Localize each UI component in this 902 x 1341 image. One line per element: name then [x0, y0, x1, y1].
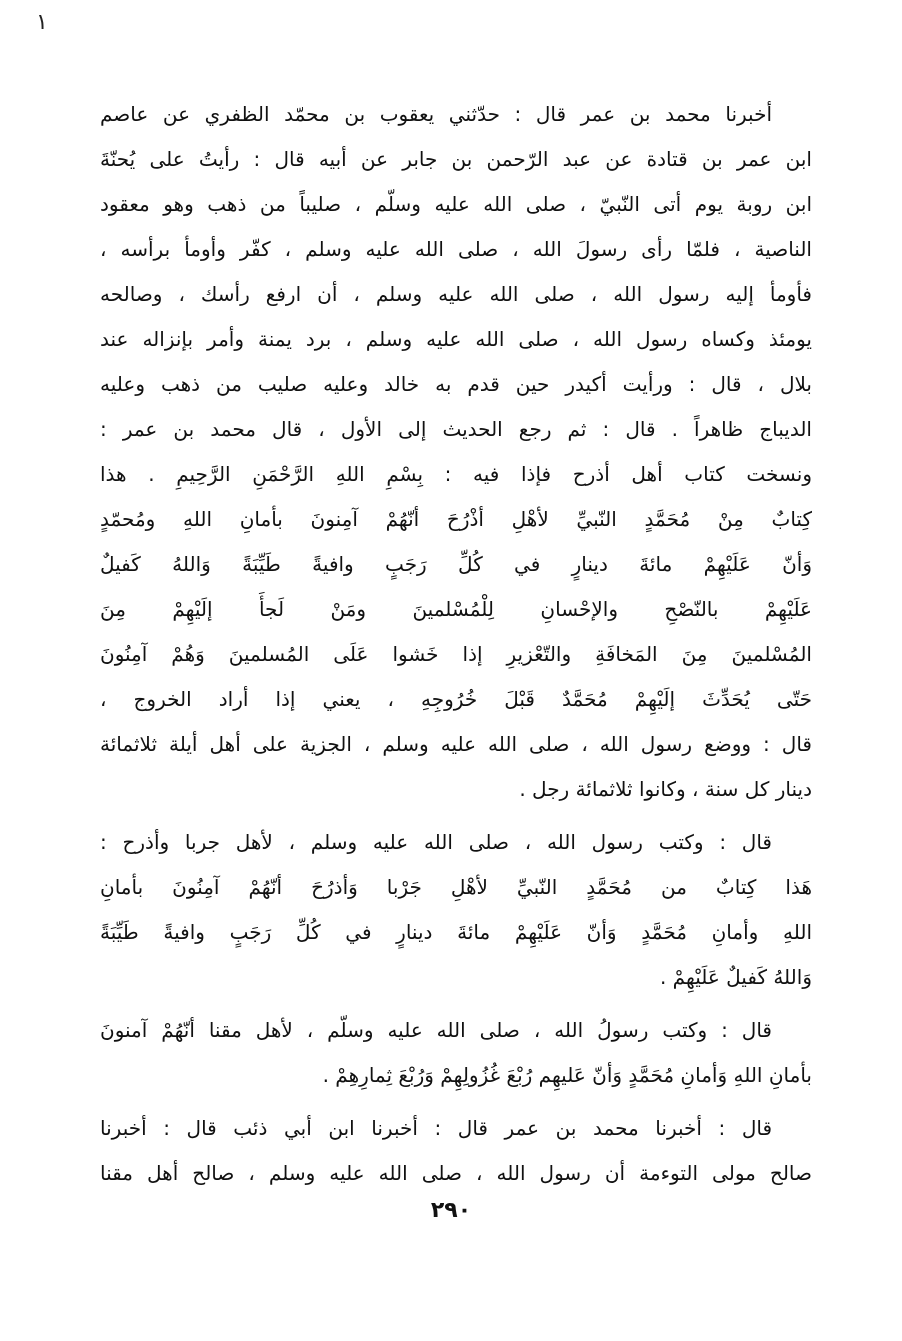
- text-line: ابن روبة يوم أتى النّبيّ ، صلى الله عليه وسلّم ، صليباً من ذهب وهو معقود: [100, 192, 812, 216]
- text-line: عَلَيْهِمْ بالنّصْحِ والإحْسانِ لِلْمُسْلمينَ ومَنْ لَجأَ إلَيْهِمْ مِنَ: [100, 597, 812, 621]
- text-line: هَذا كِتابٌ من مُحَمَّدٍ النّبيِّ لأهْلِ جَرْبا وَأذرُحَ أنّهُمْ آمِنُونَ بأمانِ: [100, 875, 812, 899]
- text-line: فأومأ إليه رسول الله ، صلى الله عليه وسلم ، أن ارفع رأسك ، وصالحه: [100, 282, 812, 306]
- text-line: الناصية ، فلمّا رأى رسولَ الله ، صلى الله عليه وسلم ، كفّر وأومأ برأسه ،: [100, 237, 812, 261]
- text-line: يومئذ وكساه رسول الله ، صلى الله عليه وسلم ، برد يمنة وأمر بإنزاله عند: [100, 327, 812, 351]
- text-line: دينار كل سنة ، وكانوا ثلاثمائة رجل .: [519, 777, 812, 801]
- paragraph-2: [100, 820, 812, 1000]
- text-line: الديباج ظاهراً . قال : ثم رجع الحديث إلى الأول ، قال محمد بن عمر :: [100, 417, 812, 441]
- text-line: حَتّى يُحَدِّثَ إلَيْهِمْ مُحَمَّدٌ قَبْلَ خُرُوجِهِ ، يعني إذا أراد الخروج ،: [100, 687, 812, 711]
- text-line: قال : وكتب رسولُ الله ، صلى الله عليه وسلّم ، لأهل مقنا أنّهُمْ آمنونَ: [100, 1018, 772, 1042]
- text-line: المُسْلمينَ مِنَ المَخافَةِ والتّعْزيرِ إذا خَشوا عَلَى المُسلمينَ وَهُمْ آمِنُونَ: [100, 642, 812, 666]
- text-line: قال : وكتب رسول الله ، صلى الله عليه وسلم ، لأهل جربا وأذرح :: [100, 830, 772, 854]
- text-line: بأمانِ اللهِ وَأمانِ مُحَمَّدٍ وَأنّ عَليهِم رُبْعَ غُزُولِهِمْ وَرُبْعَ ثِمارِهِمْ .: [322, 1063, 812, 1087]
- page-number: ٢٩٠: [430, 1198, 472, 1223]
- text-line: كِتابٌ مِنْ مُحَمَّدٍ النّبيِّ لأهْلِ أذْرُحَ أنّهُمْ آمِنونَ بأمانِ اللهِ ومُحمّدٍ: [100, 507, 812, 531]
- text-line: بلال ، قال : ورأيت أكيدر حين قدم به خالد وعليه صليب من ذهب وعليه: [100, 372, 812, 396]
- paragraph-4: [100, 1106, 812, 1196]
- text-line: وَأنّ عَلَيْهِمْ مائةَ دينارٍ في كُلِّ رَجَبٍ وافيةً طَيِّبَةً وَاللهُ كَفيلٌ: [100, 552, 812, 576]
- text-line: صالح مولى التوءمة أن رسول الله ، صلى الله عليه وسلم ، صالح أهل مقنا: [100, 1161, 812, 1185]
- text-line: قال : ووضع رسول الله ، صلى الله عليه وسلم ، الجزية على أهل أيلة ثلاثمائة: [100, 732, 812, 756]
- text-line: ابن عمر بن قتادة عن عبد الرّحمن بن جابر عن أبيه قال : رأيتُ على يُحنّةَ: [100, 147, 812, 171]
- paragraph-3: [100, 1008, 812, 1098]
- paragraph-1: [100, 92, 812, 812]
- text-line: قال : أخبرنا محمد بن عمر قال : أخبرنا ابن أبي ذئب قال : أخبرنا: [100, 1116, 772, 1140]
- body-text: [100, 92, 812, 1204]
- text-line: اللهِ وأمانِ مُحَمَّدٍ وَأنّ عَلَيْهِمْ مائةَ دينارٍ في كُلِّ رَجَبٍ وافيةً طَيِّبَةً: [100, 920, 812, 944]
- text-line: ونسخت كتاب أهل أذرح فإذا فيه : بِسْمِ اللهِ الرَّحْمَنِ الرَّحِيمِ . هذا: [100, 462, 812, 486]
- text-line: أخبرنا محمد بن عمر قال : حدّثني يعقوب بن محمّد الظفري عن عاصم: [100, 102, 772, 126]
- corner-mark: ١: [36, 10, 48, 35]
- text-line: وَاللهُ كَفيلٌ عَلَيْهِمْ .: [659, 965, 812, 989]
